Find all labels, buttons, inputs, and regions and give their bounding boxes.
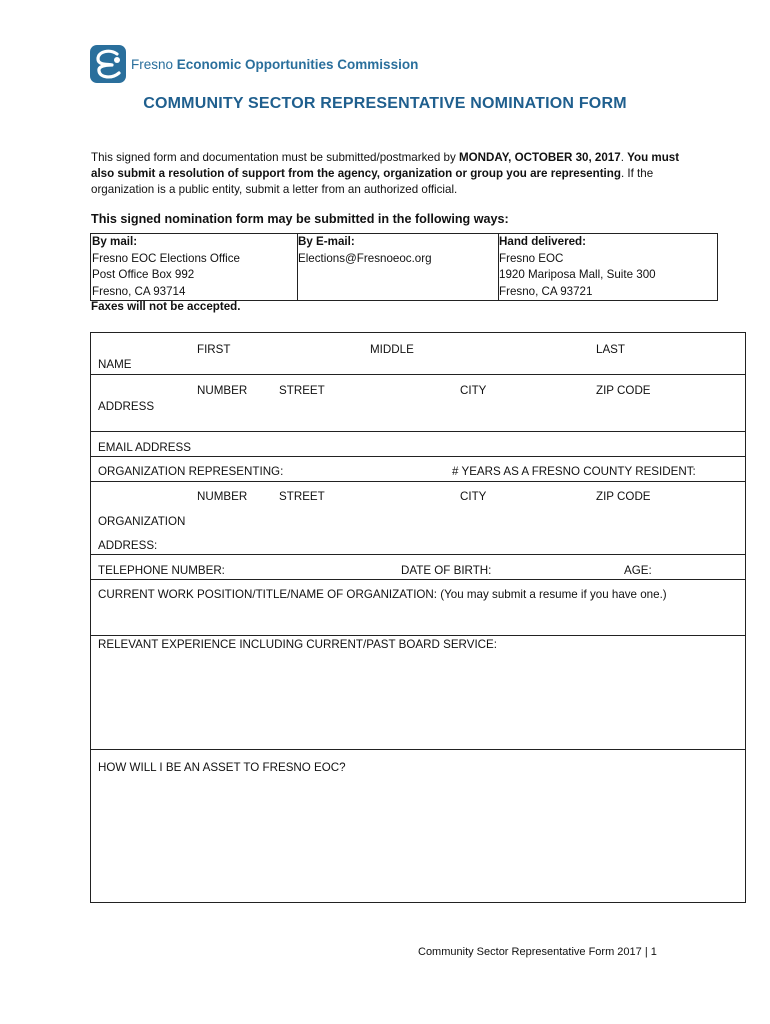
years-resident-label: # YEARS AS A FRESNO COUNTY RESIDENT: <box>452 465 696 478</box>
fresno-eoc-logo-icon <box>90 45 126 83</box>
row-divider <box>91 749 745 750</box>
hand-line: 1920 Mariposa Mall, Suite 300 <box>499 268 656 281</box>
address-city-label: CITY <box>460 384 487 397</box>
nomination-form <box>90 332 746 903</box>
row-divider <box>91 579 745 580</box>
intro-deadline: MONDAY, OCTOBER 30, 2017 <box>458 151 621 164</box>
method-email <box>297 234 499 300</box>
org-city-label: CITY <box>460 490 487 503</box>
current-work-label: CURRENT WORK POSITION/TITLE/NAME OF ORGANIZATION: (You may submit a resume if you have one.) <box>98 588 667 601</box>
method-mail <box>91 234 298 300</box>
mail-line: Fresno, CA 93714 <box>92 284 186 298</box>
submission-methods-table <box>90 233 718 301</box>
intro-part3: . If the organization is a public entity, submit a letter from an authorized official. <box>91 167 654 196</box>
row-divider <box>91 374 745 375</box>
mail-line: Fresno EOC Elections Office <box>92 251 240 265</box>
row-divider <box>91 481 745 482</box>
asset-label: HOW WILL I BE AN ASSET TO FRESNO EOC? <box>98 761 346 774</box>
middle-name-label: MIDDLE <box>370 343 414 356</box>
email-address-label: EMAIL ADDRESS <box>98 441 191 454</box>
footer-text: Community Sector Representative Form 2017 <box>418 946 642 958</box>
submission-ways-heading: This signed nomination form may be submitted in the following ways: <box>91 212 509 226</box>
intro-resolution: You must also submit a resolution of support from the agency, organization or group you are representing <box>91 151 680 180</box>
faxes-note: Faxes will not be accepted. <box>91 300 241 313</box>
hand-line: Fresno, CA 93721 <box>499 284 593 298</box>
address-label: ADDRESS <box>98 400 155 413</box>
mail-heading: By mail: <box>92 235 138 248</box>
email-heading: By E-mail: <box>298 235 355 248</box>
org-number-label: NUMBER <box>197 490 248 503</box>
org-zip-label: ZIP CODE <box>596 490 651 503</box>
organization-label: ORGANIZATION <box>98 515 186 528</box>
page-number: 1 <box>650 946 657 958</box>
date-of-birth-label: DATE OF BIRTH: <box>401 564 492 577</box>
organization-representing-label: ORGANIZATION REPRESENTING: <box>98 465 284 478</box>
row-divider <box>91 635 745 636</box>
page-footer <box>418 946 657 958</box>
hand-heading: Hand delivered: <box>499 235 586 248</box>
row-divider <box>91 456 745 457</box>
telephone-label: TELEPHONE NUMBER: <box>98 564 225 577</box>
intro-part2: . <box>620 151 628 164</box>
address-street-label: STREET <box>279 384 325 397</box>
page-title: COMMUNITY SECTOR REPRESENTATIVE NOMINATION FORM <box>143 95 627 112</box>
org-street-label: STREET <box>279 490 325 503</box>
hand-line: Fresno EOC <box>499 251 564 265</box>
intro-part1: This signed form and documentation must be submitted/postmarked by <box>91 151 459 164</box>
organization-name <box>131 57 418 72</box>
method-hand <box>498 234 717 300</box>
email-address-link[interactable]: Elections@Fresnoeoc.org <box>298 251 432 265</box>
address-zip-label: ZIP CODE <box>596 384 651 397</box>
org-address-label: ADDRESS: <box>98 539 158 552</box>
experience-label: RELEVANT EXPERIENCE INCLUDING CURRENT/PAST BOARD SERVICE: <box>98 638 497 651</box>
first-name-label: FIRST <box>197 343 231 356</box>
row-divider <box>91 554 745 555</box>
age-label: AGE: <box>624 564 652 577</box>
address-number-label: NUMBER <box>197 384 248 397</box>
mail-line: Post Office Box 992 <box>92 268 195 281</box>
org-name-light: Fresno <box>131 57 174 72</box>
last-name-label: LAST <box>596 343 625 356</box>
intro-paragraph <box>91 150 681 198</box>
name-label: NAME <box>98 358 132 371</box>
row-divider <box>91 431 745 432</box>
org-name-bold: Economic Opportunities Commission <box>176 57 419 72</box>
footer-separator: | <box>644 946 648 958</box>
